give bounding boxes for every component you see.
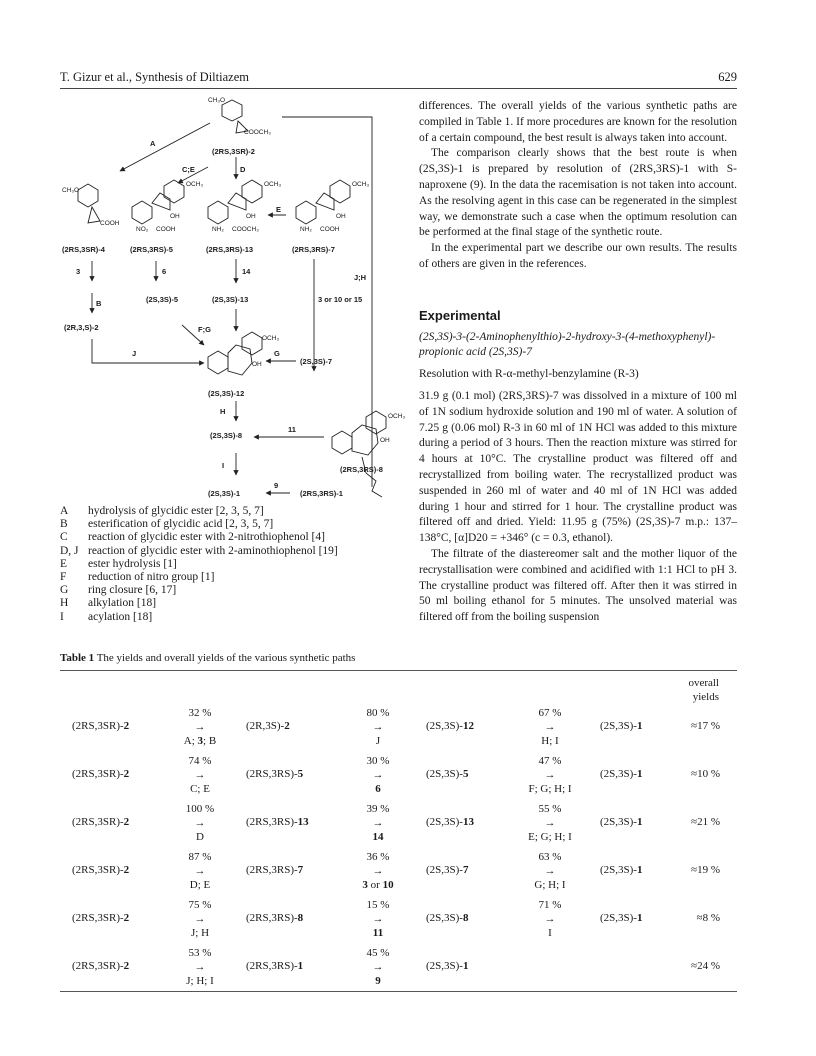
arrow-label: 9: [274, 481, 279, 490]
step-arrow: →: [372, 865, 384, 877]
reaction-step: [520, 898, 580, 940]
table-top-rule: [60, 670, 737, 671]
step-yield: 47 %: [538, 755, 562, 767]
legend-text: acylation [18]: [88, 610, 153, 623]
reaction-scheme: [60, 95, 410, 505]
start-compound: (2RS,3SR)-2: [72, 768, 130, 780]
step-arrow: →: [544, 817, 556, 829]
step-yield: 74 %: [188, 755, 212, 767]
reaction-step: [348, 850, 408, 892]
paragraph: The filtrate of the diastereomer salt and the mother liquor of the recrystallisation were combined and acidified with 1:1 HCl to pH 3. The crystalline product was filtered off. After then it was stirred in 50 ml boiling ethanol for 5 minutes. The unsolved material was filtered off from the boiling suspension: [419, 547, 737, 624]
paragraph: 31.9 g (0.1 mol) (2RS,3RS)-7 was dissolved in a mixture of 100 ml of 1N sodium hydroxide solution and 190 ml of water. A solution of 7.25 g (0.06 mol) R-3 in 60 ml of 1N HCl was added to this mixture during a period of 3 hours. Then the reaction mixture was stirred for 4 hours at 10°C. The crystalline product was filtered off and recrystallized from boiling water. The recrystallized product was suspended in 260 ml of water and 40 ml of 1N HCl was added during 1 hour and stirred for 1 hour. The crystalline product was filtered off and dried. Yield: 11.95 g (75%) (2S,3S)-7 m.p.: 137–138°C, [α]D20 = +346° (c = 0.3, ethanol).: [419, 389, 737, 545]
legend-item: [60, 545, 405, 558]
table-number: Table 1: [60, 652, 95, 664]
substituent-label: OCH₃: [186, 181, 204, 188]
compound-label: (2RS,3RS)-8: [340, 465, 383, 474]
compound-label: (2RS,3SR)-2: [212, 147, 255, 156]
reaction-step: [170, 802, 230, 844]
end-compound: (2S,3S)-1: [600, 816, 643, 828]
benzene-ring: [78, 184, 98, 207]
substituent-label: OH: [336, 213, 346, 220]
start-compound: (2RS,3SR)-2: [72, 912, 130, 924]
yields-table: [60, 672, 737, 992]
start-compound: (2RS,3SR)-2: [72, 960, 130, 972]
substituent-label: NO₂: [136, 226, 149, 233]
step-yield: 32 %: [188, 707, 212, 719]
legend-text: esterification of glycidic acid [2, 3, 5, 7]: [88, 518, 274, 531]
step-arrow: →: [372, 913, 384, 925]
arrow-label: D: [240, 165, 246, 174]
reaction-step: [170, 946, 230, 988]
step-yield: 39 %: [366, 803, 390, 815]
step-reagent: G; H; I: [534, 879, 566, 891]
substituent-label: COOH: [156, 226, 176, 233]
compound-label: (2S,3S)-12: [208, 389, 245, 398]
arrow-label: E: [276, 205, 282, 214]
step-arrow: →: [372, 961, 384, 973]
step-arrow: →: [194, 961, 206, 973]
section-heading: Experimental: [419, 307, 501, 323]
arrow-label: 3 or 10 or 15: [318, 295, 363, 304]
legend-text: hydrolysis of glycidic ester [2, 3, 5, 7]: [88, 505, 264, 517]
substituent-label: OCH₃: [352, 181, 370, 188]
substituent-label: OH: [252, 361, 262, 368]
compound-label: (2R,3,S)-2: [64, 323, 99, 332]
step-yield: 80 %: [366, 707, 390, 719]
paragraph: differences. The overall yields of the various synthetic paths are compiled in Table 1. If more procedures are known for the resolution of a certain compound, the best result is always taken into account.: [419, 100, 737, 144]
step-reagent: 3 or 10: [362, 879, 394, 891]
arrow-label: 6: [162, 267, 167, 276]
legend-item: [60, 597, 405, 610]
reaction-step: [170, 706, 230, 748]
substituent-label: OH: [380, 437, 390, 444]
intermediate-compound: (2S,3S)-13: [426, 816, 474, 828]
arrow-label: 3: [76, 267, 81, 276]
compound-label: (2RS,3RS)-7: [292, 245, 335, 254]
reaction-step: [348, 706, 408, 748]
end-compound: (2S,3S)-1: [600, 768, 643, 780]
legend-text: ester hydrolysis [1]: [88, 557, 177, 570]
legend-item: [60, 531, 405, 544]
substituent-label: OH: [246, 213, 256, 220]
overall-yield: ≈19 %: [691, 864, 720, 876]
intermediate-compound: (2RS,3RS)-7: [246, 864, 304, 876]
procedure-heading: Resolution with R-α-methyl-benzylamine (R-3): [419, 368, 639, 381]
legend-item: [60, 505, 405, 518]
reaction-step: [170, 850, 230, 892]
substituent-label: CH₃O: [62, 187, 80, 194]
legend-key: G: [60, 584, 69, 597]
table-caption: [60, 652, 355, 664]
paragraph: In the experimental part we describe our own results. The results of others are given in the references.: [419, 242, 737, 270]
step-reagent: 9: [375, 975, 381, 987]
reaction-step: [520, 802, 580, 844]
step-reagent: E; G; H; I: [528, 831, 572, 843]
intermediate-compound: (2RS,3RS)-13: [246, 816, 309, 828]
compound-label: (2RS,3RS)-1: [300, 489, 343, 498]
table-bottom-rule: [60, 991, 737, 992]
substituent-label: COOH: [320, 226, 340, 233]
arrow-label: J: [132, 349, 137, 358]
step-reagent: F; G; H; I: [528, 783, 572, 795]
step-arrow: →: [544, 913, 556, 925]
arrow-label: 11: [288, 425, 296, 434]
legend-key: B: [60, 518, 68, 531]
step-arrow: →: [372, 721, 384, 733]
intermediate-compound: (2S,3S)-5: [426, 768, 469, 780]
substituent-label: COOCH₃: [232, 226, 259, 233]
start-compound: (2RS,3SR)-2: [72, 720, 130, 732]
step-yield: 75 %: [188, 899, 212, 911]
legend-key: A: [60, 505, 69, 517]
arrow-label: B: [96, 299, 102, 308]
step-arrow: →: [544, 865, 556, 877]
intermediate-compound: (2RS,3RS)-8: [246, 912, 304, 924]
arrow-label: H: [220, 407, 226, 416]
subsection-title: (2S,3S)-3-(2-Aminophenylthio)-2-hydroxy-3-(4-methoxyphenyl)-propionic acid (2S,3S)-7: [419, 330, 716, 359]
step-reagent: 11: [372, 927, 384, 939]
step-arrow: →: [194, 913, 206, 925]
arrow-label: J;H: [354, 273, 367, 282]
arrow-label: F;G: [198, 325, 211, 334]
step-arrow: →: [544, 721, 556, 733]
step-reagent: A; 3; B: [183, 735, 217, 747]
reaction-step: [348, 802, 408, 844]
reaction-step: [348, 754, 408, 796]
legend-text: reaction of glycidic ester with 2-aminothiophenol [19]: [88, 544, 338, 557]
legend-key: F: [60, 571, 67, 584]
substituent-label: NH₂: [212, 226, 224, 233]
step-yield: 53 %: [188, 947, 212, 959]
compound-label: (2S,3S)-5: [146, 295, 179, 304]
step-arrow: →: [194, 865, 206, 877]
substituent-label: OCH₃: [264, 181, 282, 188]
step-reagent: D: [196, 831, 204, 843]
substituent-label: COOCH₃: [244, 129, 271, 136]
intermediate-compound: (2S,3S)-8: [426, 912, 469, 924]
end-compound: (2S,3S)-1: [600, 864, 643, 876]
step-reagent: 14: [372, 831, 384, 843]
header-line: yields: [692, 691, 719, 703]
header-line: overall: [688, 677, 719, 689]
compound-label: (2S,3S)-7: [300, 357, 333, 366]
overall-yield: ≈24 %: [691, 960, 720, 972]
legend-item: [60, 611, 405, 624]
arrow-label: C;E: [182, 165, 195, 174]
legend-item: [60, 518, 405, 531]
substituent-label: OCH₃: [388, 413, 406, 420]
header-rule: [60, 88, 737, 89]
compound-label: (2RS,3RS)-13: [206, 245, 254, 254]
legend-key: D, J: [60, 544, 79, 557]
step-reagent: 6: [375, 783, 381, 795]
step-reagent: J; H: [190, 927, 210, 939]
reaction-step: [520, 850, 580, 892]
running-title: T. Gizur et al., Synthesis of Diltiazem: [60, 70, 249, 84]
page-number: 629: [718, 70, 737, 84]
reaction-step: [348, 946, 408, 988]
end-compound: (2S,3S)-1: [600, 720, 643, 732]
step-arrow: →: [372, 769, 384, 781]
step-yield: 87 %: [188, 851, 212, 863]
intermediate-compound: (2R,3S)-2: [246, 720, 290, 732]
step-yield: 67 %: [538, 707, 562, 719]
step-reagent: H; I: [541, 735, 559, 747]
step-reagent: D; E: [189, 879, 211, 891]
reaction-step: [348, 898, 408, 940]
arrow-label: 14: [242, 267, 251, 276]
intermediate-compound: (2S,3S)-12: [426, 720, 474, 732]
step-arrow: →: [544, 769, 556, 781]
legend-text: reduction of nitro group [1]: [88, 571, 215, 584]
intermediate-compound: (2S,3S)-1: [426, 960, 469, 972]
step-yield: 15 %: [366, 899, 390, 911]
substituent-label: OCH₃: [262, 335, 280, 342]
step-yield: 100 %: [185, 803, 215, 815]
reaction-step: [520, 706, 580, 748]
arrow-label: A: [150, 139, 156, 148]
intermediate-compound: (2RS,3RS)-5: [246, 768, 304, 780]
step-reagent: J: [375, 735, 381, 747]
step-yield: 63 %: [538, 851, 562, 863]
intermediate-compound: (2S,3S)-7: [426, 864, 469, 876]
step-reagent: C; E: [190, 783, 210, 795]
overall-yield: ≈10 %: [691, 768, 720, 780]
start-compound: (2RS,3SR)-2: [72, 816, 130, 828]
end-compound: (2S,3S)-1: [600, 912, 643, 924]
legend-text: reaction of glycidic ester with 2-nitrothiophenol [4]: [88, 531, 325, 544]
legend-item: [60, 584, 405, 597]
legend-text: alkylation [18]: [88, 597, 157, 610]
step-yield: 55 %: [538, 803, 562, 815]
legend-key: I: [60, 610, 64, 623]
legend-key: E: [60, 557, 68, 570]
step-reagent: J; H; I: [186, 975, 214, 987]
legend-item: [60, 571, 405, 584]
arrow-label: G: [274, 349, 280, 358]
substituent-label: COOH: [100, 220, 120, 227]
substituent-label: CH₃O: [208, 97, 226, 104]
substituent-label: OH: [170, 213, 180, 220]
reaction-step: [170, 754, 230, 796]
step-arrow: →: [194, 817, 206, 829]
step-yield: 30 %: [366, 755, 390, 767]
scheme-legend: [60, 505, 405, 624]
arrow-label: I: [222, 461, 225, 470]
compound-label: (2S,3S)-8: [210, 431, 243, 440]
legend-text: ring closure [6, 17]: [88, 584, 177, 597]
step-arrow: →: [194, 721, 206, 733]
right-column: [419, 99, 737, 626]
legend-key: H: [60, 597, 69, 610]
paragraph: The comparison clearly shows that the best route is when (2S,3S)-1 is prepared by resolution of (2RS,3RS)-1 with S-naproxene (9). In the data the racemisation is not taken into account. As the resolving agent in this case can be regenerated in the simplest way, we demonstrate such a case when the optimum resolution can be performed at the final stage of the synthetic route.: [419, 147, 737, 239]
overall-header: [688, 676, 719, 704]
running-header: [60, 70, 737, 86]
overall-yield: ≈17 %: [691, 720, 720, 732]
table-caption-text: The yields and overall yields of the various synthetic paths: [96, 652, 356, 664]
reaction-step: [520, 754, 580, 796]
step-arrow: →: [194, 769, 206, 781]
intermediate-compound: (2RS,3RS)-1: [246, 960, 304, 972]
start-compound: (2RS,3SR)-2: [72, 864, 130, 876]
step-arrow: →: [372, 817, 384, 829]
overall-yield: ≈21 %: [691, 816, 720, 828]
reaction-step: [170, 898, 230, 940]
step-yield: 36 %: [366, 851, 390, 863]
step-reagent: I: [548, 927, 552, 939]
substituent-label: NH₂: [300, 226, 312, 233]
compound-label: (2RS,3RS)-5: [130, 245, 173, 254]
step-yield: 45 %: [366, 947, 390, 959]
compound-label: (2S,3S)-1: [208, 489, 241, 498]
compound-label: (2S,3S)-13: [212, 295, 249, 304]
compound-label: (2RS,3SR)-4: [62, 245, 105, 254]
legend-key: C: [60, 531, 68, 544]
legend-item: [60, 558, 405, 571]
step-yield: 71 %: [538, 899, 562, 911]
overall-yield: ≈8 %: [696, 912, 720, 924]
